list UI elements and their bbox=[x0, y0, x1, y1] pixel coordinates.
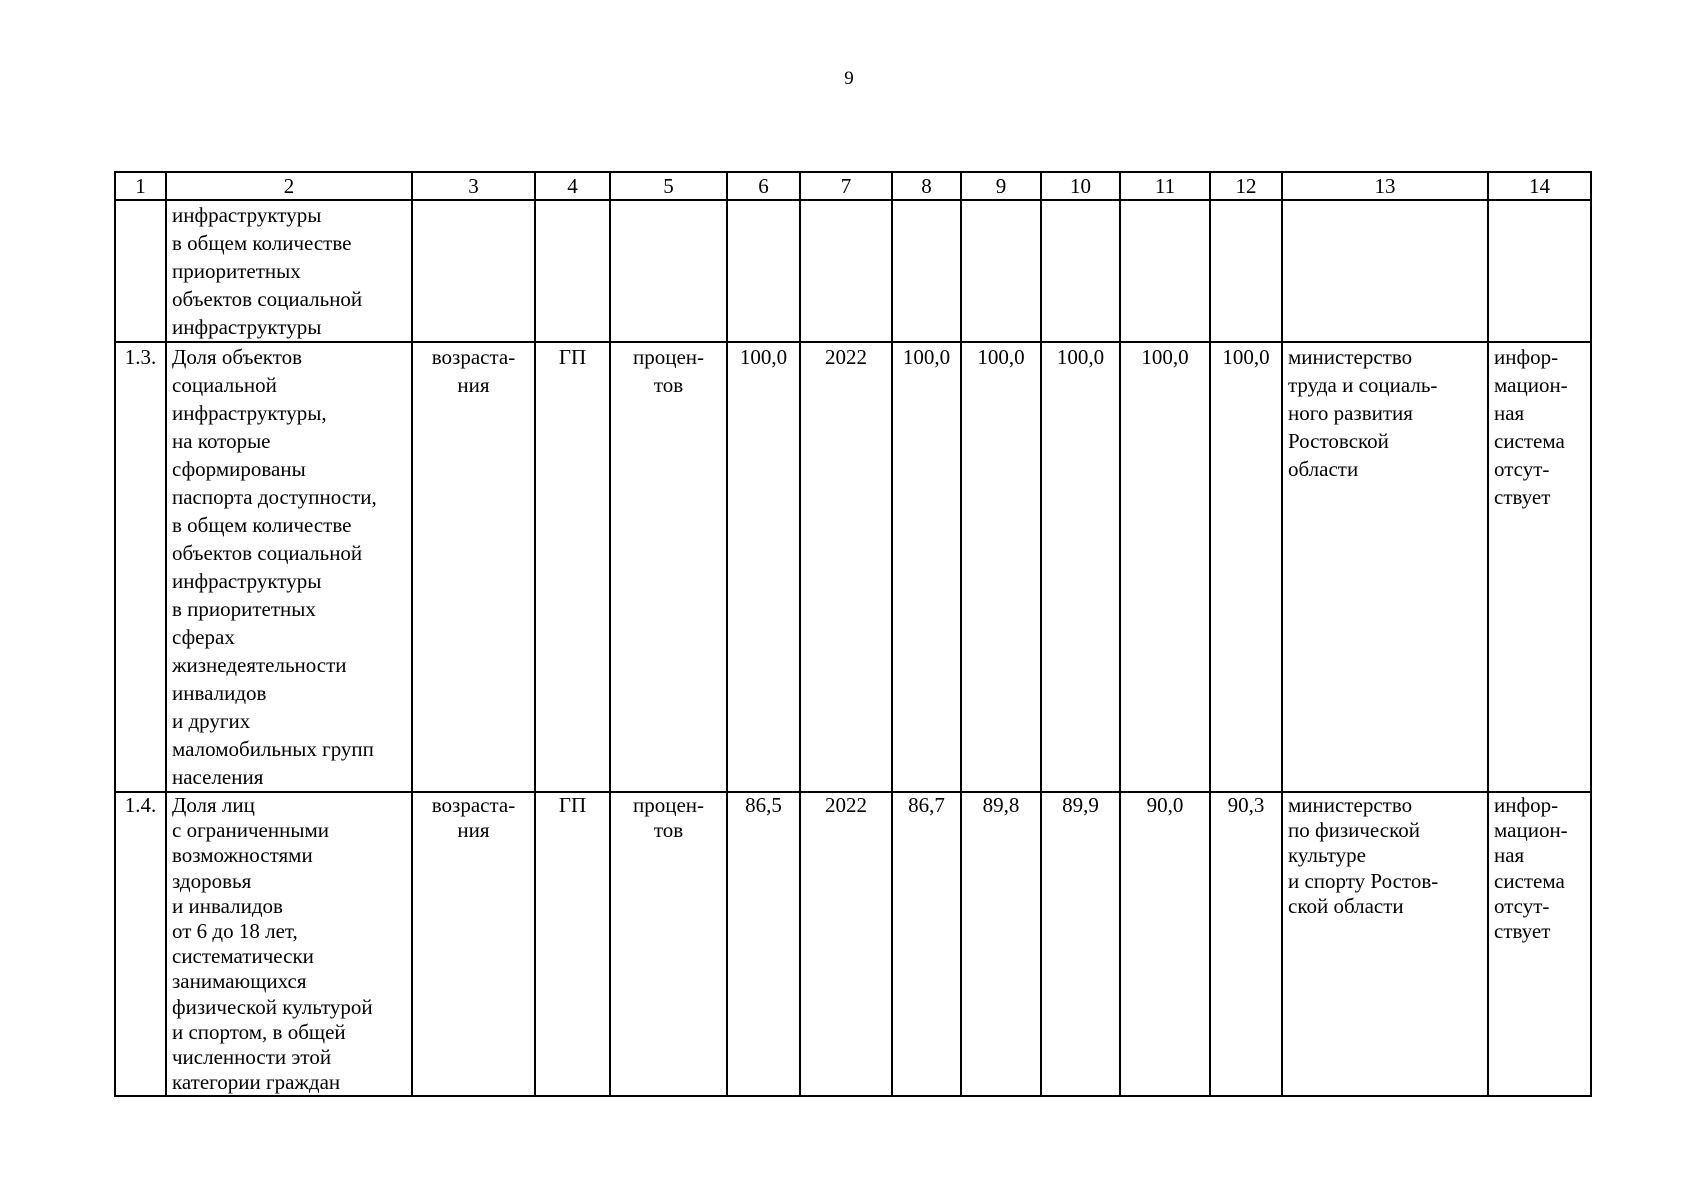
cell-value: 86,7 bbox=[892, 792, 961, 1096]
cell-value bbox=[892, 200, 961, 342]
cell-value bbox=[1120, 200, 1210, 342]
cell-value: 100,0 bbox=[1120, 342, 1210, 792]
col-header-7: 7 bbox=[800, 172, 892, 200]
cell-info-system bbox=[1488, 200, 1591, 342]
col-header-1: 1 bbox=[115, 172, 166, 200]
cell-level bbox=[535, 200, 610, 342]
col-header-9: 9 bbox=[961, 172, 1041, 200]
col-header-8: 8 bbox=[892, 172, 961, 200]
cell-responsible bbox=[1282, 200, 1488, 342]
cell-indicator-name: инфраструктуры в общем количестве приоритетных объектов социальной инфраструктуры bbox=[166, 200, 412, 342]
col-header-3: 3 bbox=[412, 172, 535, 200]
cell-unit: процен- тов bbox=[610, 342, 727, 792]
cell-number: 1.4. bbox=[115, 792, 166, 1096]
cell-base-year: 2022 bbox=[800, 792, 892, 1096]
table-row bbox=[115, 200, 1591, 342]
cell-trend bbox=[412, 200, 535, 342]
col-header-4: 4 bbox=[535, 172, 610, 200]
col-header-12: 12 bbox=[1210, 172, 1282, 200]
cell-trend: возраста- ния bbox=[412, 342, 535, 792]
col-header-14: 14 bbox=[1488, 172, 1591, 200]
cell-value bbox=[1041, 200, 1120, 342]
cell-base-value: 100,0 bbox=[727, 342, 800, 792]
cell-unit bbox=[610, 200, 727, 342]
page-number: 9 bbox=[844, 68, 854, 89]
col-header-10: 10 bbox=[1041, 172, 1120, 200]
cell-value: 100,0 bbox=[1041, 342, 1120, 792]
cell-level: ГП bbox=[535, 342, 610, 792]
cell-base-value: 86,5 bbox=[727, 792, 800, 1096]
cell-value: 100,0 bbox=[961, 342, 1041, 792]
cell-indicator-name: Доля лиц с ограниченными возможностями здоровья и инвалидов от 6 до 18 лет, систематически занимающихся физической культурой и спортом, в общей численности этой категории граждан bbox=[166, 792, 412, 1096]
indicators-table bbox=[114, 171, 1592, 1097]
cell-responsible: министерство труда и социаль- ного развития Ростовской области bbox=[1282, 342, 1488, 792]
cell-value: 90,3 bbox=[1210, 792, 1282, 1096]
cell-level: ГП bbox=[535, 792, 610, 1096]
cell-info-system: инфор- мацион- ная система отсут- ствует bbox=[1488, 342, 1591, 792]
cell-responsible: министерство по физической культуре и спорту Ростов- ской области bbox=[1282, 792, 1488, 1096]
col-header-13: 13 bbox=[1282, 172, 1488, 200]
cell-base-value bbox=[727, 200, 800, 342]
cell-value: 89,9 bbox=[1041, 792, 1120, 1096]
col-header-2: 2 bbox=[166, 172, 412, 200]
cell-base-year: 2022 bbox=[800, 342, 892, 792]
cell-value: 89,8 bbox=[961, 792, 1041, 1096]
cell-value bbox=[961, 200, 1041, 342]
col-header-5: 5 bbox=[610, 172, 727, 200]
cell-indicator-name: Доля объектов социальной инфраструктуры, на которые сформированы паспорта доступности, в общем количестве объектов социальной инфраструктуры в приоритетных сферах жизнедеятельности инвалидов и других маломобильных групп населения bbox=[166, 342, 412, 792]
cell-value bbox=[1210, 200, 1282, 342]
cell-base-year bbox=[800, 200, 892, 342]
cell-number: 1.3. bbox=[115, 342, 166, 792]
cell-value: 90,0 bbox=[1120, 792, 1210, 1096]
cell-trend: возраста- ния bbox=[412, 792, 535, 1096]
cell-number bbox=[115, 200, 166, 342]
table-row bbox=[115, 792, 1591, 1096]
cell-unit: процен- тов bbox=[610, 792, 727, 1096]
col-header-6: 6 bbox=[727, 172, 800, 200]
col-header-11: 11 bbox=[1120, 172, 1210, 200]
cell-value: 100,0 bbox=[892, 342, 961, 792]
header-row bbox=[115, 172, 1591, 200]
table-row bbox=[115, 342, 1591, 792]
cell-value: 100,0 bbox=[1210, 342, 1282, 792]
cell-info-system: инфор- мацион- ная система отсут- ствует bbox=[1488, 792, 1591, 1096]
